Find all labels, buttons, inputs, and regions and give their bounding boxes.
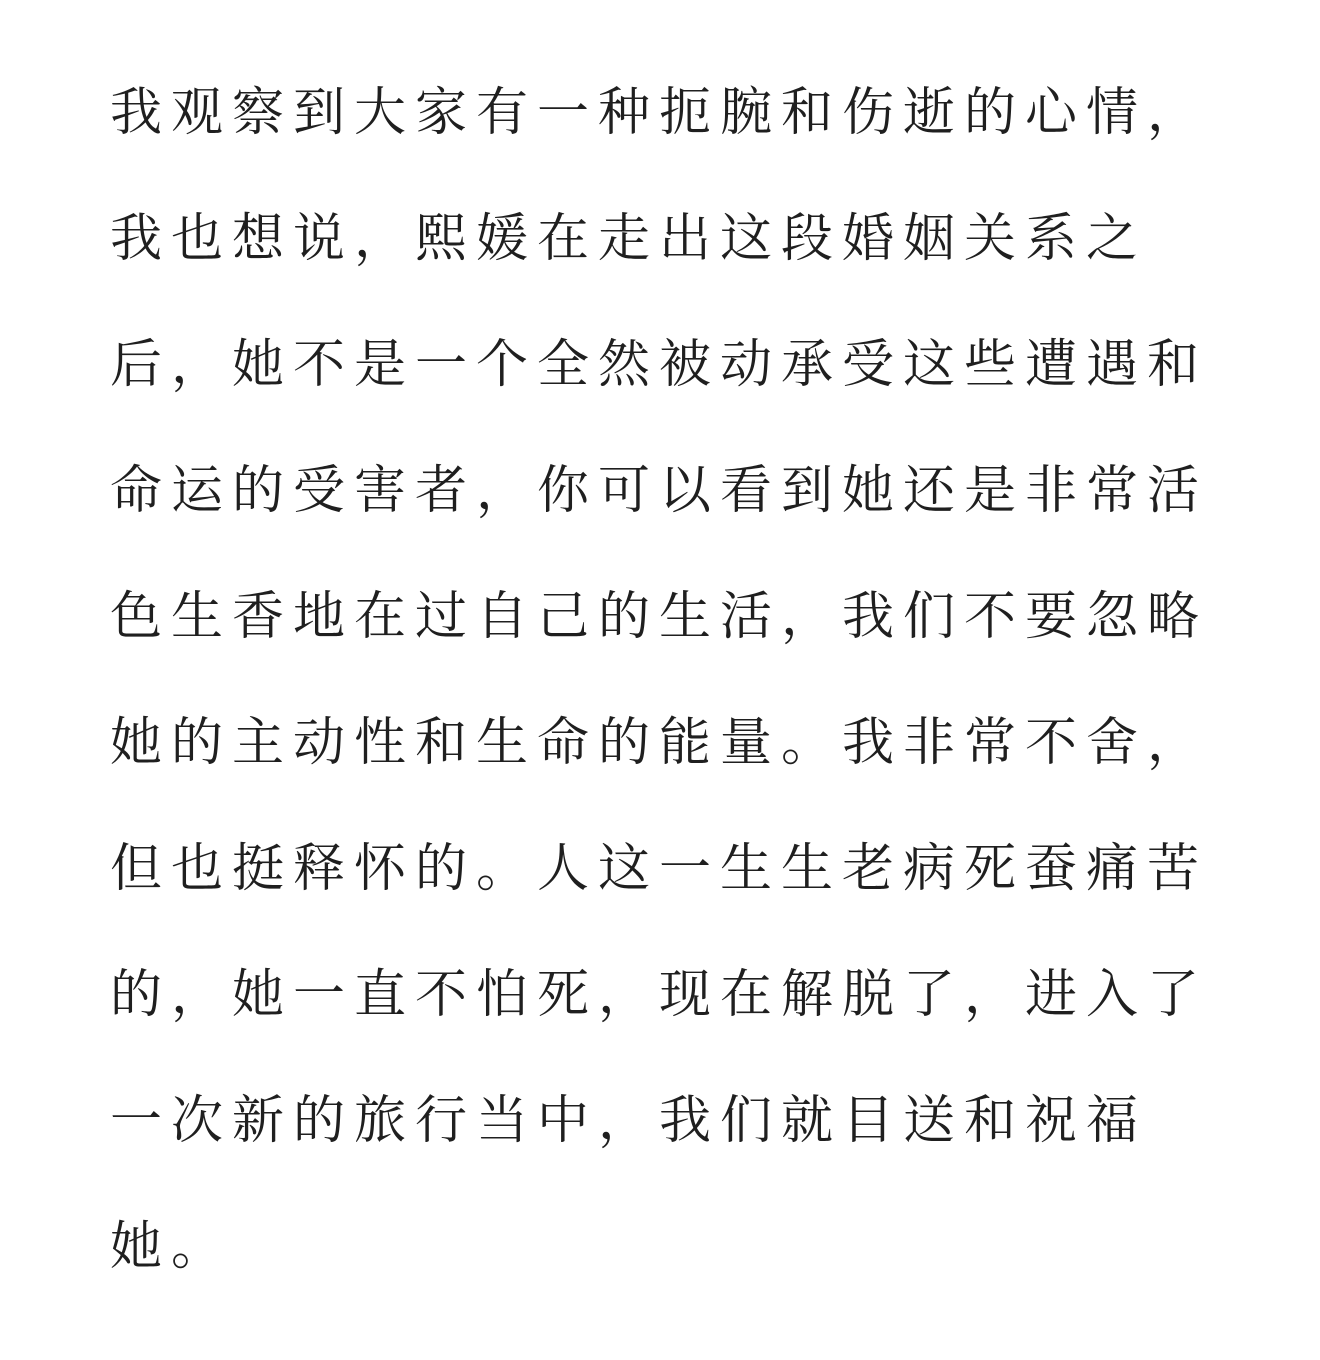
text-line-8: 的，她一直不怕死，现在解脱了，进入了 (110, 965, 1209, 1025)
text-line-10: 她。 (110, 1217, 233, 1277)
text-line-7: 但也挺释怀的。人这一生生老病死蚕痛苦 (110, 839, 1209, 899)
text-line-1: 我观察到大家有一种扼腕和伤逝的心情， (110, 83, 1209, 143)
text-line-6: 她的主动性和生命的能量。我非常不舍， (110, 713, 1209, 773)
text-line-5: 色生香地在过自己的生活，我们不要忽略 (110, 587, 1209, 647)
text-line-4: 命运的受害者，你可以看到她还是非常活 (110, 461, 1209, 521)
article-body (110, 50, 1209, 1310)
text-line-9: 一次新的旅行当中，我们就目送和祝福 (110, 1091, 1148, 1151)
text-line-2: 我也想说，熙媛在走出这段婚姻关系之 (110, 209, 1148, 269)
text-line-3: 后，她不是一个全然被动承受这些遭遇和 (110, 335, 1209, 395)
